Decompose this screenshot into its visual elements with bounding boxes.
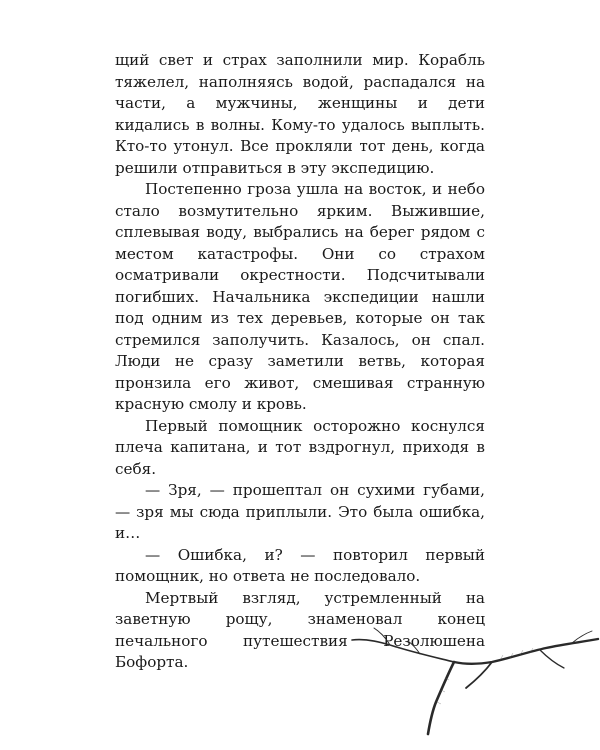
paragraph-5: — Ошибка, и? — повторил первый помощник, но ответа не последовало. [115, 545, 485, 585]
paragraph-1: щий свет и страх заполнили мир. Корабль тяжелел, наполняясь водой, распадался на части, а мужчины, женщины и дети кидались в волны. Кому-то удалось выплыть. Кто-то утонул. Все прокляли тот день, когда решили отправиться в эту экспедицию. [115, 51, 485, 177]
paragraph-6: Мертвый взгляд, устремленный на заветную рощу, знаменовал конец печального путешествия Резолюшена Бофорта. [115, 588, 485, 671]
tree-branch-icon [350, 618, 600, 738]
paragraph-4: — Зря, — прошептал он сухими губами, — зря мы сюда приплыли. Это была ошибка, и… [115, 481, 485, 542]
paragraph-3: Первый помощник осторожно коснулся плеча капитана, и тот вздрогнул, приходя в себя. [115, 416, 485, 478]
paragraph-2: Постепенно гроза ушла на восток, и небо стало возмутительно ярким. Выжившие, сплевывая воду, выбрались на берег рядом с местом катастрофы. Они со страхом осматривали окрестности. Подсчитывали погибших. Начальника экспедиции нашли под одним из тех деревьев, которые он так стремился заполучить. Казалось, он спал. Люди не сразу заметили ветвь, которая пронзила его живот, смешивая странную красную смолу и кровь. [115, 180, 485, 413]
page-text [115, 50, 485, 674]
